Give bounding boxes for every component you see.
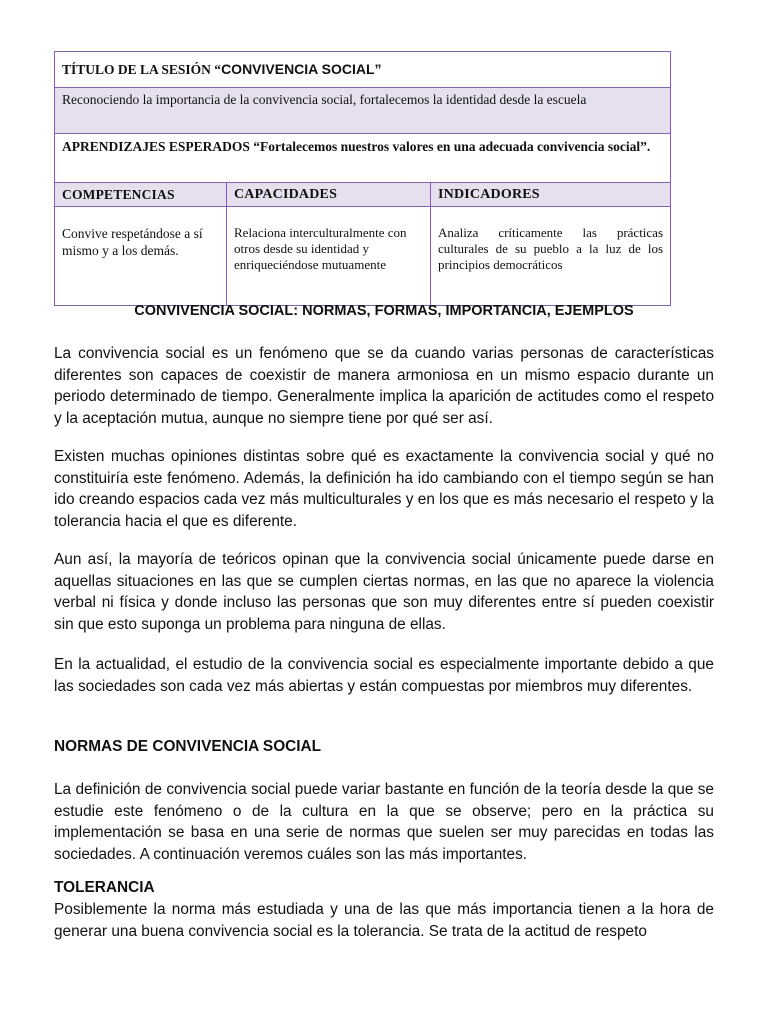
capacidad-cell: Relaciona interculturalmente con otros desde su identidad y enriqueciéndose mutuamente [227, 207, 431, 306]
heading-tolerancia: TOLERANCIA [54, 879, 155, 896]
session-table [54, 51, 671, 306]
header-capacidades: CAPACIDADES [227, 183, 431, 207]
aprendizajes-row [55, 134, 671, 183]
table-body-row [55, 207, 671, 306]
table-header-row [55, 183, 671, 207]
header-indicadores: INDICADORES [431, 183, 671, 207]
session-title-name: CONVIVENCIA SOCIAL” [221, 61, 382, 77]
session-intro-cell: Reconociendo la importancia de la convivencia social, fortalecemos la identidad desde la escuela [55, 88, 671, 134]
paragraph-tolerancia: Posiblemente la norma más estudiada y una de las que más importancia tienen a la hora de generar una buena convivencia social es la tolerancia. Se trata de la actitud de respeto [54, 901, 714, 940]
session-intro-row [55, 88, 671, 134]
paragraph-2: Existen muchas opiniones distintas sobre qué es exactamente la convivencia social y qué no constituiría este fenómeno. Además, la definición ha ido cambiando con el tiempo según se han ido creando espacios cada vez más multiculturales y en los que es más necesario el respeto y la tolerancia hacia el que es diferente. [54, 448, 714, 530]
session-title-cell [55, 52, 671, 88]
paragraph-normas: La definición de convivencia social puede variar bastante en función de la teoría desde la que se estudie este fenómeno o de la cultura en la que se observe; pero en la práctica su implementación se basa en una serie de normas que suelen ser muy parecidas en todas las sociedades. A continuación veremos cuáles son las más importantes. [54, 781, 714, 863]
heading-normas: NORMAS DE CONVIVENCIA SOCIAL [54, 738, 322, 755]
session-title-prefix: TÍTULO DE LA SESIÓN “ [62, 62, 222, 77]
paragraph-3: Aun así, la mayoría de teóricos opinan que la convivencia social únicamente puede darse en aquellas situaciones en las que se cumplen ciertas normas, en las que no aparece la violencia verbal ni física y donde incluso las personas que son muy diferentes entre sí pueden coexistir sin que esto suponga un problema para ninguna de ellas. [54, 551, 714, 633]
indicador-cell: Analiza críticamente las prácticas culturales de su pueblo a la luz de los principios democráticos [431, 207, 671, 306]
aprendizajes-cell: APRENDIZAJES ESPERADOS “Fortalecemos nuestros valores en una adecuada convivencia social”. [55, 134, 671, 183]
paragraph-4: En la actualidad, el estudio de la convivencia social es especialmente importante debido a que las sociedades son cada vez más abiertas y están compuestas por miembros muy diferentes. [54, 656, 714, 695]
paragraph-1: La convivencia social es un fenómeno que se da cuando varias personas de características diferentes son capaces de coexistir de manera armoniosa en un mismo espacio durante un periodo determinado de tiempo. Generalmente implica la aparición de actitudes como el respeto y la aceptación mutua, aunque no siempre tiene por qué ser así. [54, 345, 714, 427]
header-competencias: COMPETENCIAS [55, 183, 227, 207]
document-title: CONVIVENCIA SOCIAL: NORMAS, FORMAS, IMPORTANCIA, EJEMPLOS [134, 303, 634, 319]
session-title-row [55, 52, 671, 88]
competencia-cell: Convive respetándose a sí mismo y a los demás. [55, 207, 227, 306]
